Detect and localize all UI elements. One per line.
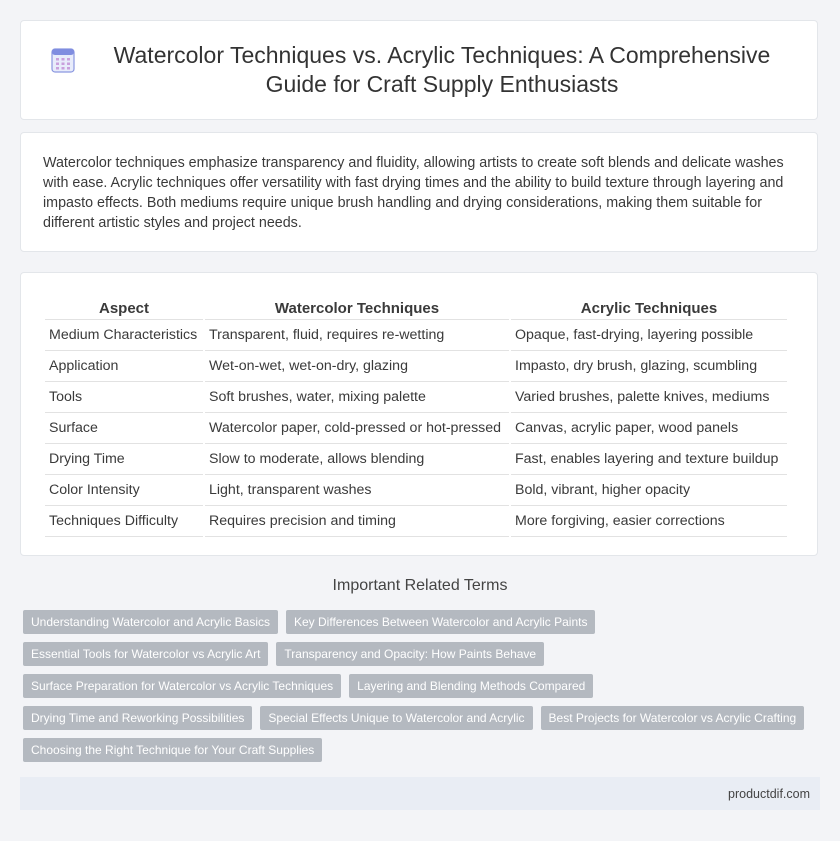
intro-card: [20, 132, 818, 252]
related-term-tag[interactable]: Understanding Watercolor and Acrylic Basics: [23, 610, 278, 634]
column-header: Aspect: [45, 295, 203, 320]
page-title: Watercolor Techniques vs. Acrylic Techniques: A Comprehensive Guide for Craft Supply Enthusiasts: [113, 42, 771, 97]
table-cell: Bold, vibrant, higher opacity: [511, 475, 787, 506]
related-term-tag[interactable]: Best Projects for Watercolor vs Acrylic Crafting: [541, 706, 805, 730]
table-row: [45, 413, 787, 444]
intro-paragraph: Watercolor techniques emphasize transparency and fluidity, allowing artists to create soft blends and delicate washes with ease. Acrylic techniques offer versatility with fast drying times and the ability to build texture through layering and impasto effects. Both mediums require unique brush handling and drying considerations, making them suitable for different artistic styles and project needs.: [43, 155, 784, 231]
table-cell: More forgiving, easier corrections: [511, 506, 787, 537]
related-term-tag[interactable]: Choosing the Right Technique for Your Craft Supplies: [23, 738, 322, 762]
related-term-tag[interactable]: Key Differences Between Watercolor and Acrylic Paints: [286, 610, 595, 634]
column-header: Watercolor Techniques: [205, 295, 509, 320]
comparison-card: [20, 272, 818, 556]
table-cell: Requires precision and timing: [205, 506, 509, 537]
related-term-tag[interactable]: Surface Preparation for Watercolor vs Acrylic Techniques: [23, 674, 341, 698]
table-row: [45, 444, 787, 475]
table-cell: Opaque, fast-drying, layering possible: [511, 320, 787, 351]
footer: [20, 777, 820, 810]
table-cell: Application: [45, 351, 203, 382]
table-cell: Drying Time: [45, 444, 203, 475]
table-cell: Techniques Difficulty: [45, 506, 203, 537]
related-term-tag[interactable]: Essential Tools for Watercolor vs Acrylic Art: [23, 642, 268, 666]
related-terms-list: [23, 610, 813, 762]
table-cell: Tools: [45, 382, 203, 413]
table-cell: Watercolor paper, cold-pressed or hot-pressed: [205, 413, 509, 444]
table-cell: Wet-on-wet, wet-on-dry, glazing: [205, 351, 509, 382]
table-cell: Impasto, dry brush, glazing, scumbling: [511, 351, 787, 382]
footer-site-link[interactable]: productdif.com: [728, 786, 810, 801]
table-cell: Varied brushes, palette knives, mediums: [511, 382, 787, 413]
related-term-tag[interactable]: Special Effects Unique to Watercolor and Acrylic: [260, 706, 532, 730]
related-term-tag[interactable]: Drying Time and Reworking Possibilities: [23, 706, 252, 730]
table-cell: Slow to moderate, allows blending: [205, 444, 509, 475]
table-row: [45, 475, 787, 506]
table-cell: Light, transparent washes: [205, 475, 509, 506]
table-cell: Soft brushes, water, mixing palette: [205, 382, 509, 413]
related-terms-title: Important Related Terms: [332, 577, 508, 594]
table-row: [45, 382, 787, 413]
table-cell: Medium Characteristics: [45, 320, 203, 351]
calendar-icon: [51, 47, 75, 73]
table-cell: Color Intensity: [45, 475, 203, 506]
table-cell: Fast, enables layering and texture buildup: [511, 444, 787, 475]
table-cell: Canvas, acrylic paper, wood panels: [511, 413, 787, 444]
comparison-table: [43, 295, 789, 537]
table-row: [45, 320, 787, 351]
table-cell: Transparent, fluid, requires re-wetting: [205, 320, 509, 351]
table-header-row: [45, 295, 787, 320]
column-header: Acrylic Techniques: [511, 295, 787, 320]
header-card: [20, 20, 818, 120]
related-term-tag[interactable]: Transparency and Opacity: How Paints Behave: [276, 642, 544, 666]
table-row: [45, 351, 787, 382]
table-cell: Surface: [45, 413, 203, 444]
related-term-tag[interactable]: Layering and Blending Methods Compared: [349, 674, 593, 698]
table-row: [45, 506, 787, 537]
